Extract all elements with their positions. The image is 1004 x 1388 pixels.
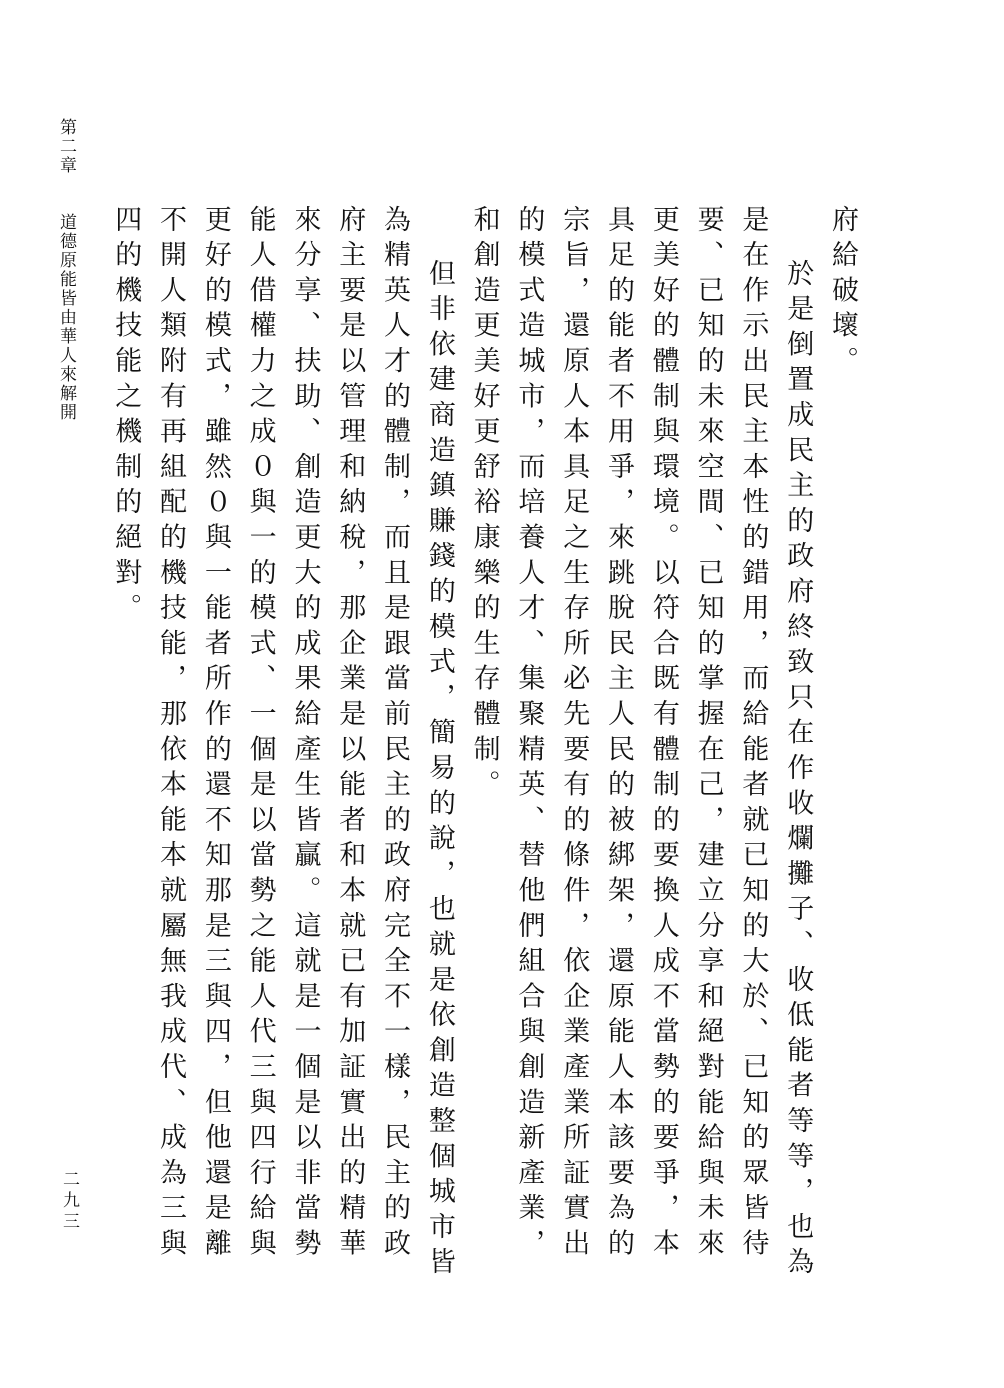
body-text [102, 205, 864, 1285]
paragraph-3: 但非依建商造鎮賺錢的模式，簡易的說，也就是依創造整個城市皆為精英人才的體制，而且是跟當前民主的政府完全不一樣，民主的政府主要是以管理和納稅，那企業是以能者和本就已有加証實出的精華來分享、扶助、創造更大的成果給產生皆贏。這就是一個是以非當勢能人借權力之成０與一的模式、一個是以當勢之能人代三與四行給與更好的模式，雖然０與一能者所作的還不知那是三與四，但他還是離不開人類附有再組配的機技能，那依本能本就屬無我成代、成為三與四的機技能之機制的絕對。 [110, 205, 455, 1283]
paragraph-1: 府給破壞。 [827, 205, 858, 382]
running-head [55, 118, 77, 422]
chapter-title: 道德原能皆由華人來解開 [56, 213, 76, 422]
chapter-label: 第二章 [56, 118, 76, 175]
paragraph-2: 於是倒置成民主的政府終致只在作收爛攤子、收低能者等等，也為是在作示出民主本性的錯用，而給能者就已知的大於、已知的眾皆待要、已知的未來空間、已知的掌握在己，建立分享和絕對能給與未來更美好的體制與環境。以符合既有體制的要換人成不當勢的要爭，本具足的能者不用爭，來跳脫民主人民的被綁架，還原能人本該要為的宗旨，還原人本具足之生存所必先要有的條件，依企業產業所証實出的模式造城市，而培養人才、集聚精英、替他們組合與創造新產業，和創造更美好更舒裕康樂的生存體制。 [468, 205, 814, 1283]
page-number: 二九三 [59, 1170, 79, 1233]
